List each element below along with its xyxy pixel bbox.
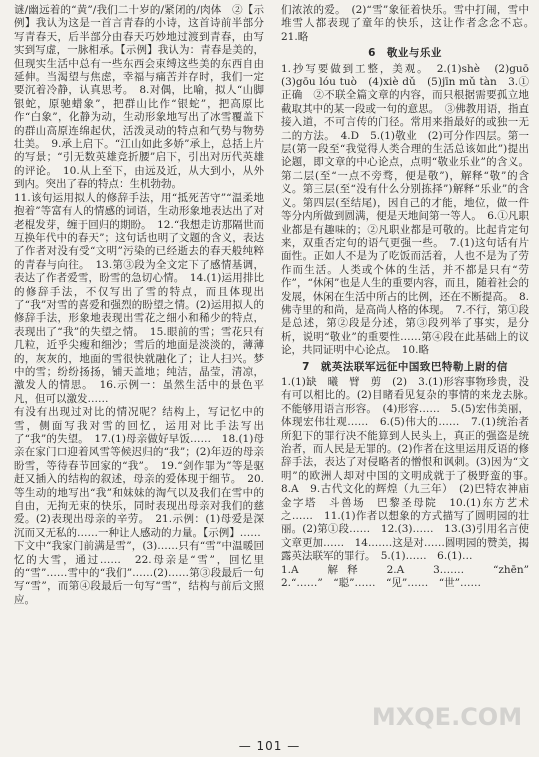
paragraph: 1.抄写要做到工整，美观。 2.(1)shè (2)guō (3)gōu lóu tuò (4)xiè dǔ (5)jīn mǔ tàn 3.①正确 ②不联全篇文章的内容，而只根据需要孤立地截取其中的某一段或一句的意思。 ③佛教用语，指直接入道，不可言传的门径。常用来指最好的或独一无二的方法。 4.D 5.(1)敬业 (2)可分作四层。第一层(第一段至“我觉得人类合理的生活总该如此”)提出论题，即文章的中心论点，点明“敬业乐业”的含义。第二层(至“一点不旁骛，便是敬”)，解释“敬”的含义。第三层(至“没有什么分别拣择”)解释“乐业”的含义。第四层(至结尾)，因自己的才能，地位，做一件等分内所做到圆满，便是天地间第一等人。 6.①凡职业都是有趣味的；②凡职业都是可敬的。比起肯定句来，双重否定句的语气更强一些。 7.(1)这句话有片面性。正如人不是为了吃饭而活着，人也不是为了劳作而生活。人类或个体的生活，并不都是只有“劳作”，“休闲”也是人生的重要内容，而且，随着社会的发展，休闲在生活中所占的比例，还在不断提高。 8.佛寺里的和尚，是高尚人格的体现。 7.不行，第①段是总述，第②段是分述，第③段列举了事实，是分析，说明“敬业”的重要性……第④段在此基础上的议论，共同证明中心论点。 10.略 (281, 62, 539, 357)
paragraph: 11.该句运用拟人的修辞手法，用“抵死苦守”“温柔地抱着”等富有人的情感的词语，生动形象地表达出了对老棍发芽，缠于回归的期盼。 12.“我想走访那隔世而互换年代中的春天”；这句话也明了文题的含义，表达了作者对没有受“文明”污染的已经逝去的春天般纯粹的青春与向往。 13.第③段为全文定下了感情基调，表达了作者爱雪，盼雪的急切心情。 14.(1)运用排比的修辞手法，不仅写出了雪的特点，而且体现出了“我”对雪的喜爱和强烈的盼望之情。(2)运用拟人的修辞手法，形象地表现出雪花之细小和稀少的特点，表现出了“我”的失望之情。 15.眼前的雪；雪花只有几粒，近乎尖瘦和细沙；雪后的地面是淡淡的，薄薄的，灰灰的，地面的雪很快就融化了；让人扫兴。梦中的雪；纷纷扬扬，铺天盖地；纯洁，晶莹，清凉，激发人的情思。 16.示例一：虽然生活中的景色平凡，但可以激发…… (14, 191, 264, 405)
paragraph: 谜/幽远着的“黄”/我们二十岁的/紧闭的/肉体 ②【示例】我认为这是一首言青春的小诗，这首诗前半部分写青春天，后半部分由春天巧妙地过渡到青春，由写实到写虚，一脉相承。【示例】我认为：青春是美的，但现实生活中总有一些东西会束缚这些美的东西自由延伸。当渴望与焦虑，幸福与痛苦并存时，我们一定要沉着冷静，认真思考。 8.对偶，比喻，拟人“山脚银蛇，原驰蜡象”，把群山比作“银蛇”，把高原比作“白象”，化静为动，生动形象地写出了冰雪覆盖下的群山高原连绵起伏，活泼灵动的特点和气势与物势壮美。 9.承上启下。“江山如此多娇”承上，总括上片的写景；“引无数英雄竞折腰”启下，引出对历代英雄的评论。 10.从上至下，由远及近，从大到小，从外到内。突出了春的特点：生机勃勃。 (14, 4, 264, 191)
watermark-logo (363, 693, 531, 739)
svg-text:MXQE.COM: MXQE.COM (371, 703, 523, 731)
section-heading: 6 敬业与乐业 (368, 47, 442, 60)
page-number: — 101 — (238, 739, 301, 753)
paragraph: 1.A 解释 2.A 3.…… “zhēn” 2.“……” “聪”…… “见”…… “世”…… (281, 563, 539, 590)
paragraph: 有没有出现过对比的情况呢？结构上，写记忆中的雪，侧面写我对雪的回忆，运用对比手法写出了“我”的失望。 17.(1)母亲做好早饭…… 18.(1)母亲在家门口迎着风雪等候迟归的“我”；(2)年迈的母亲盼雪，等待春节回家的“我”。 19.“剑作罪为”等是驱赶又插入的结构的叙述，母亲的爱体现于细节。 20.等生动的地写出“我”和妹妹的淘气以及我们在雪中的自由，无拘无束的快乐，同时表现出母亲对我们的慈爱。(2)表现出母亲的辛劳。 21.示例：(1)母爱是深沉而又无私的……一种让人感动的力量。【示例】…… (14, 406, 264, 539)
left-column (14, 4, 264, 731)
right-column (281, 4, 539, 731)
section-heading: 7 就英法联军远征中国致巴特勒上尉的信 (302, 360, 508, 373)
paragraph: 下文中“我家门前满是雪”，(3)……只有“雪”中温暖回忆的大雪，通过…… 22.母亲是“雪”，回忆里的“雪”……雪中的“我们”……(2)……第③段最后一句写“雪”，而第④段最后一句写“雪”，结构与前后文照应。 (14, 540, 264, 606)
paragraph: 们浓浓的爱。 (2)“雪”象征着快乐。雪中打闹，雪中堆雪人都表现了童年的快乐，这让作者念念不忘。 21.略 (281, 4, 539, 43)
paragraph: 1.(1)缺 曦 臂 剪 (2) 3.(1)形容事物珍贵，没有可以相比的。(2)目睹看见复杂的事情的来龙去脉。 不能够用语言形容。 (4)形容…… 5.(5)宏伟美丽，体现宏伟壮观…… 6.(5)伟大的…… 7.(1)统治者所犯下的罪行决不能算到人民头上，真正的强盗是统治者，而人民是无罪的。(2)作者在这里运用反语的修辞手法，表达了对侵略者的憎恨和讽刺。(3)因为“文明”的欧洲人却对中国的文明成就于了极野蛮的事。 8.A 9.古代文化的辉煌（九三年） (2)巴特农神庙 金字塔 斗兽场 巴黎圣母院 10.(1)东方艺术之…… 11.(1)作者以想象的方式描写了圆明园的壮丽。(2)第①段…… 12.(3)…… 13.(3)引用名言使文章更加…… 14.……这是对……圆明园的赞美，揭露英法联军的罪行。 5.(1)…… 6.(1)… (281, 375, 539, 563)
